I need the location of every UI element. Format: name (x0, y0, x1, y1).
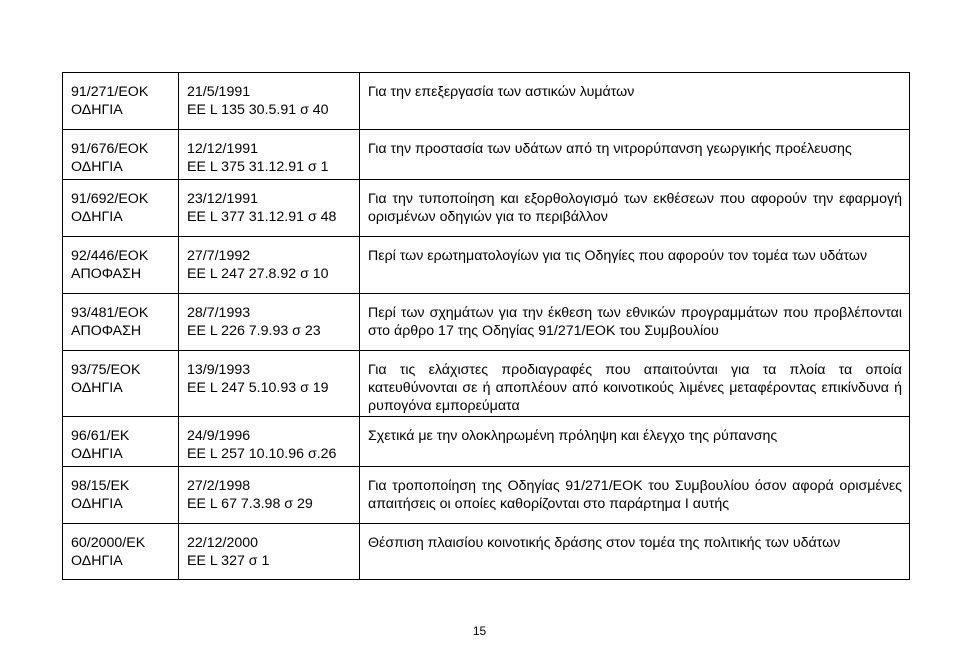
table-row (63, 237, 910, 294)
act-type: ΑΠΟΦΑΣΗ (71, 323, 142, 339)
code-cell (63, 524, 179, 580)
journal-reference: EE L 67 7.3.98 σ 29 (187, 496, 313, 512)
act-description: Περί των σχημάτων για την έκθεση των εθνικών προγραμμάτων που προβλέπονται στο άρθρο 17 της Οδηγίας 91/271/ΕΟΚ του Συμβουλίου (368, 305, 902, 339)
journal-reference: EE L 247 27.8.92 σ 10 (187, 266, 329, 282)
description-cell (360, 524, 910, 580)
description-cell (360, 467, 910, 524)
page-number: 15 (472, 624, 487, 638)
code-cell (63, 73, 179, 130)
table-row (63, 130, 910, 180)
table-row (63, 417, 910, 467)
act-date: 22/12/2000 (187, 535, 259, 551)
description-cell (360, 417, 910, 467)
act-description: Για τις ελάχιστες προδιαγραφές που απαιτούνται για τα πλοία τα οποία κατευθύνονται σε ή αποπλέουν από κοινοτικούς λιμένες μεταφέροντας επικίνδυνα ή ρυπογόνα εμπορεύματα (368, 362, 902, 414)
table-row (63, 351, 910, 417)
publication-cell (179, 73, 360, 130)
publication-cell (179, 294, 360, 351)
act-code: 91/676/ΕΟΚ (71, 141, 149, 157)
act-description: Θέσπιση πλαισίου κοινοτικής δράσης στον τομέα της πολιτικής των υδάτων (368, 535, 841, 551)
act-date: 23/12/1991 (187, 191, 259, 207)
journal-reference: EE L 226 7.9.93 σ 23 (187, 323, 321, 339)
act-code: 60/2000/ΕΚ (71, 535, 146, 551)
publication-cell (179, 417, 360, 467)
code-cell (63, 351, 179, 417)
table-row (63, 294, 910, 351)
journal-reference: EE L 375 31.12.91 σ 1 (187, 159, 329, 175)
act-date: 13/9/1993 (187, 362, 251, 378)
code-cell (63, 467, 179, 524)
act-type: ΑΠΟΦΑΣΗ (71, 266, 142, 282)
act-type: ΟΔΗΓΙΑ (71, 102, 123, 118)
act-code: 93/481/ΕΟΚ (71, 305, 149, 321)
publication-cell (179, 351, 360, 417)
table-row (63, 180, 910, 237)
journal-reference: EE L 327 σ 1 (187, 553, 270, 569)
act-date: 12/12/1991 (187, 141, 259, 157)
act-type: ΟΔΗΓΙΑ (71, 159, 123, 175)
act-description: Για την επεξεργασία των αστικών λυμάτων (368, 84, 635, 100)
act-type: ΟΔΗΓΙΑ (71, 209, 123, 225)
publication-cell (179, 237, 360, 294)
table-row (63, 524, 910, 580)
act-description: Περί των ερωτηματολογίων για τις Οδηγίες που αφορούν τον τομέα των υδάτων (368, 248, 868, 264)
act-date: 27/2/1998 (187, 478, 251, 494)
code-cell (63, 130, 179, 180)
act-description: Σχετικά με την ολοκληρωμένη πρόληψη και έλεγχο της ρύπανσης (368, 428, 778, 444)
journal-reference: EE L 377 31.12.91 σ 48 (187, 209, 337, 225)
description-cell (360, 237, 910, 294)
act-date: 27/7/1992 (187, 248, 251, 264)
act-type: ΟΔΗΓΙΑ (71, 446, 123, 462)
act-description: Για τροποποίηση της Οδηγίας 91/271/ΕΟΚ του Συμβουλίου όσον αφορά ορισμένες απαιτήσεις οι οποίες καθορίζονται στο παράρτημα Ι αυτής (368, 478, 902, 512)
act-code: 92/446/ΕΟΚ (71, 248, 149, 264)
act-date: 21/5/1991 (187, 84, 251, 100)
table-row (63, 467, 910, 524)
publication-cell (179, 130, 360, 180)
act-code: 91/692/ΕΟΚ (71, 191, 149, 207)
act-code: 91/271/ΕΟΚ (71, 84, 149, 100)
legislation-table (62, 72, 910, 580)
code-cell (63, 417, 179, 467)
act-type: ΟΔΗΓΙΑ (71, 553, 123, 569)
description-cell (360, 294, 910, 351)
code-cell (63, 180, 179, 237)
code-cell (63, 237, 179, 294)
journal-reference: EE L 135 30.5.91 σ 40 (187, 102, 329, 118)
act-code: 93/75/ΕΟΚ (71, 362, 141, 378)
publication-cell (179, 467, 360, 524)
act-description: Για την τυποποίηση και εξορθολογισμό των εκθέσεων που αφορούν την εφαρμογή ορισμένων οδηγιών για το περιβάλλον (368, 191, 902, 225)
publication-cell (179, 524, 360, 580)
description-cell (360, 180, 910, 237)
act-code: 96/61/ΕΚ (71, 428, 130, 444)
act-code: 98/15/ΕΚ (71, 478, 130, 494)
description-cell (360, 73, 910, 130)
legislation-table-body (63, 73, 910, 580)
journal-reference: EE L 247 5.10.93 σ 19 (187, 380, 329, 396)
code-cell (63, 294, 179, 351)
description-cell (360, 130, 910, 180)
act-date: 24/9/1996 (187, 428, 251, 444)
journal-reference: EE L 257 10.10.96 σ.26 (187, 446, 337, 462)
act-type: ΟΔΗΓΙΑ (71, 380, 123, 396)
act-description: Για την προστασία των υδάτων από τη νιτρορύπανση γεωργικής προέλευσης (368, 141, 852, 157)
publication-cell (179, 180, 360, 237)
description-cell (360, 351, 910, 417)
table-row (63, 73, 910, 130)
act-date: 28/7/1993 (187, 305, 251, 321)
act-type: ΟΔΗΓΙΑ (71, 496, 123, 512)
